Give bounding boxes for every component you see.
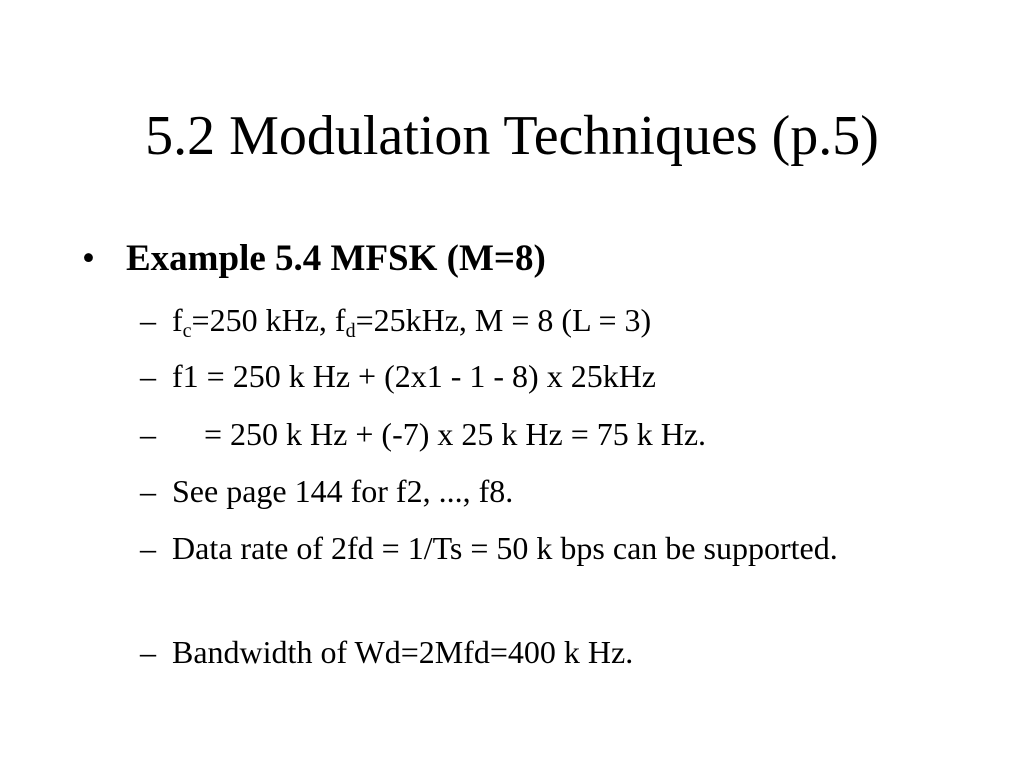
bullet-marker: • xyxy=(82,238,95,279)
sub-item-f1-result xyxy=(140,412,872,456)
text-fragment: =25kHz, M = 8 (L = 3) xyxy=(355,302,652,338)
bullet-text: Example 5.4 MFSK (M=8) xyxy=(126,238,546,279)
dash-marker: – xyxy=(140,416,156,452)
sub-item-f1-formula xyxy=(140,354,872,398)
dash-marker: – xyxy=(140,530,156,566)
dash-marker: – xyxy=(140,473,156,509)
dash-marker: – xyxy=(140,358,156,394)
sub-item-data-rate xyxy=(140,526,852,570)
sub-item-see-page xyxy=(140,469,872,513)
sub-item-text: Bandwidth of Wd=2Mfd=400 k Hz. xyxy=(172,634,634,670)
subscript-d: d xyxy=(345,320,356,342)
sub-item-text xyxy=(172,298,872,342)
sub-item-text: f1 = 250 k Hz + (2x1 - 1 - 8) x 25kHz xyxy=(172,358,656,394)
sub-item-text: = 250 k Hz + (-7) x 25 k Hz = 75 k Hz. xyxy=(172,416,707,452)
text-fragment: =250 kHz, f xyxy=(191,302,346,338)
sub-item-text: See page 144 for f2, ..., f8. xyxy=(172,473,514,509)
text-fragment: f xyxy=(172,302,183,338)
slide-title: 5.2 Modulation Techniques (p.5) xyxy=(145,105,879,167)
sub-item-bandwidth xyxy=(140,630,872,674)
sub-item-text: Data rate of 2fd = 1/Ts = 50 k bps can be supported. xyxy=(172,530,838,566)
subscript-c: c xyxy=(182,320,192,342)
dash-marker: – xyxy=(140,634,156,670)
bullet-example xyxy=(82,234,546,284)
dash-marker: – xyxy=(140,302,156,338)
sub-item-frequencies xyxy=(140,298,872,342)
